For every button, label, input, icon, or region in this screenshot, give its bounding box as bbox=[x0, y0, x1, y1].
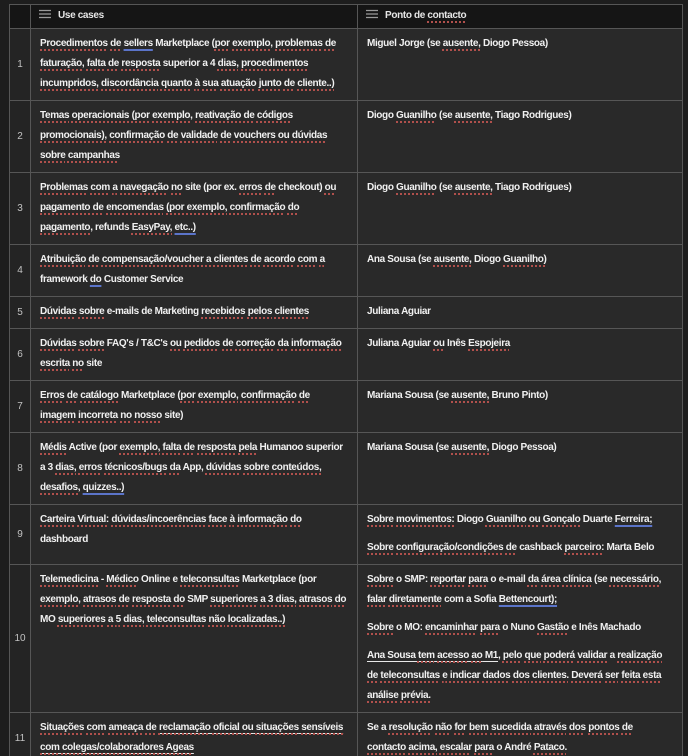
row-number[interactable]: 2 bbox=[10, 101, 31, 173]
contact-paragraph: Ana Sousa (se ausente, Diogo Guanilho) bbox=[367, 254, 547, 265]
use-case-cell[interactable] bbox=[31, 329, 358, 381]
row-number[interactable]: 3 bbox=[10, 173, 31, 245]
contact-cell[interactable] bbox=[358, 433, 683, 505]
use-case-cell[interactable] bbox=[31, 101, 358, 173]
table-row bbox=[10, 173, 683, 245]
use-cases-table bbox=[9, 4, 683, 756]
use-case-cell[interactable] bbox=[31, 173, 358, 245]
use-case-cell[interactable] bbox=[31, 297, 358, 329]
row-number[interactable]: 9 bbox=[10, 505, 31, 565]
contact-paragraph: Miguel Jorge (se ausente, Diogo Pessoa) bbox=[367, 38, 548, 49]
contact-cell[interactable] bbox=[358, 565, 683, 713]
table-row bbox=[10, 433, 683, 505]
contact-cell[interactable] bbox=[358, 329, 683, 381]
contact-paragraph: Sobre o MO: encaminhar para o Nuno Gastão e Inês Machado bbox=[367, 622, 641, 633]
use-case-paragraph: Procedimentos de sellers Marketplace (por exemplo, problemas de faturação, falta de resposta superior a 4 dias, procedimentos incumpridos, discordância quanto à sua atuação junto de cliente..) bbox=[40, 38, 336, 89]
contact-cell[interactable] bbox=[358, 29, 683, 101]
row-number[interactable]: 10 bbox=[10, 565, 31, 713]
contact-paragraph: Sobre movimentos: Diogo Guanilho ou Gonçalo Duarte Ferreira; bbox=[367, 514, 653, 525]
contact-cell[interactable] bbox=[358, 713, 683, 756]
use-case-paragraph: Problemas com a navegação no site (por ex. erros de checkout) ou pagamento de encomendas (por exemplo, confirmação do pagamento, refunds EasyPay, etc..) bbox=[40, 182, 337, 233]
contact-cell[interactable] bbox=[358, 297, 683, 329]
text-column-icon bbox=[366, 9, 378, 24]
use-case-paragraph: Atribuição de compensação/voucher a clientes de acordo com a framework do Customer Service bbox=[40, 254, 325, 285]
use-case-paragraph: Situações com ameaça de reclamação oficial ou situações sensíveis com colegas/colaboradores Ageas bbox=[40, 722, 344, 753]
use-case-cell[interactable] bbox=[31, 433, 358, 505]
row-number[interactable]: 7 bbox=[10, 381, 31, 433]
row-number[interactable]: 8 bbox=[10, 433, 31, 505]
contact-paragraph: Se a resolução não for bem sucedida através dos pontos de contacto acima, escalar para o André Pataco. bbox=[367, 722, 633, 753]
contact-cell[interactable] bbox=[358, 381, 683, 433]
use-case-paragraph: Dúvidas sobre e-mails de Marketing recebidos pelos clientes bbox=[40, 306, 309, 317]
table-row bbox=[10, 505, 683, 565]
contact-cell[interactable] bbox=[358, 245, 683, 297]
contact-paragraph: Juliana Aguiar ou Inês Espojeira bbox=[367, 338, 510, 349]
contact-paragraph: Sobre configuração/condições de cashback parceiro: Marta Belo bbox=[367, 542, 655, 553]
use-case-paragraph: Médis Active (por exemplo, falta de resposta pela Humanoo superior a 3 dias, erros técnicos/bugs da App, dúvidas sobre conteúdos, desafios, quizzes..) bbox=[40, 442, 343, 493]
row-number[interactable]: 5 bbox=[10, 297, 31, 329]
contact-cell[interactable] bbox=[358, 101, 683, 173]
use-case-cell[interactable] bbox=[31, 505, 358, 565]
table-row bbox=[10, 329, 683, 381]
column-header-label: Ponto de contacto bbox=[385, 10, 467, 21]
use-case-paragraph: Carteira Virtual: dúvidas/incoerências face à informação do dashboard bbox=[40, 514, 302, 545]
contact-paragraph: Sobre o SMP: reportar para o e-mail da área clínica (se necessário, falar diretamente com a Sofia Bettencourt); bbox=[367, 574, 662, 605]
use-case-cell[interactable] bbox=[31, 713, 358, 756]
contact-paragraph: Juliana Aguiar bbox=[367, 306, 431, 317]
use-case-cell[interactable] bbox=[31, 381, 358, 433]
table-row bbox=[10, 297, 683, 329]
contact-paragraph: Mariana Sousa (se ausente, Diogo Pessoa) bbox=[367, 442, 557, 453]
use-case-cell[interactable] bbox=[31, 245, 358, 297]
table-row bbox=[10, 713, 683, 756]
table-row bbox=[10, 101, 683, 173]
row-number[interactable]: 1 bbox=[10, 29, 31, 101]
column-header-ponto-de-contacto[interactable] bbox=[358, 5, 683, 29]
use-case-paragraph: Telemedicina - Médico Online e teleconsultas Marketplace (por exemplo, atrasos de resposta do SMP superiores a 3 dias, atrasos do MO superiores a 5 dias, teleconsultas não localizadas..) bbox=[40, 574, 347, 625]
table-row bbox=[10, 565, 683, 713]
use-case-paragraph: Erros de catálogo Marketplace (por exemplo, confirmação de imagem incorreta no nosso site) bbox=[40, 390, 310, 421]
row-number[interactable]: 6 bbox=[10, 329, 31, 381]
header-row bbox=[10, 5, 683, 29]
use-case-cell[interactable] bbox=[31, 29, 358, 101]
use-case-cell[interactable] bbox=[31, 565, 358, 713]
table-row bbox=[10, 29, 683, 101]
contact-cell[interactable] bbox=[358, 173, 683, 245]
contact-cell[interactable] bbox=[358, 505, 683, 565]
contact-paragraph: Diogo Guanilho (se ausente, Tiago Rodrigues) bbox=[367, 110, 572, 121]
contact-paragraph: Mariana Sousa (se ausente, Bruno Pinto) bbox=[367, 390, 548, 401]
contact-paragraph: Diogo Guanilho (se ausente, Tiago Rodrigues) bbox=[367, 182, 572, 193]
column-header-use-cases[interactable] bbox=[31, 5, 358, 29]
use-case-paragraph: Dúvidas sobre FAQ's / T&C's ou pedidos de correção da informação escrita no site bbox=[40, 338, 342, 369]
row-number[interactable]: 11 bbox=[10, 713, 31, 756]
column-header-label: Use cases bbox=[58, 10, 104, 21]
table-row bbox=[10, 381, 683, 433]
text-column-icon bbox=[39, 9, 51, 24]
use-case-paragraph: Temas operacionais (por exemplo, reativação de códigos promocionais), confirmação de validade de vouchers ou dúvidas sobre campanhas bbox=[40, 110, 328, 161]
corner-cell bbox=[10, 5, 31, 29]
table-row bbox=[10, 245, 683, 297]
contact-paragraph: Ana Sousa tem acesso ao M1, pelo que poderá validar a realização de teleconsultas e indicar dados dos clientes. Deverá ser feita esta análise prévia. bbox=[367, 650, 663, 701]
row-number[interactable]: 4 bbox=[10, 245, 31, 297]
table-body bbox=[10, 29, 683, 756]
